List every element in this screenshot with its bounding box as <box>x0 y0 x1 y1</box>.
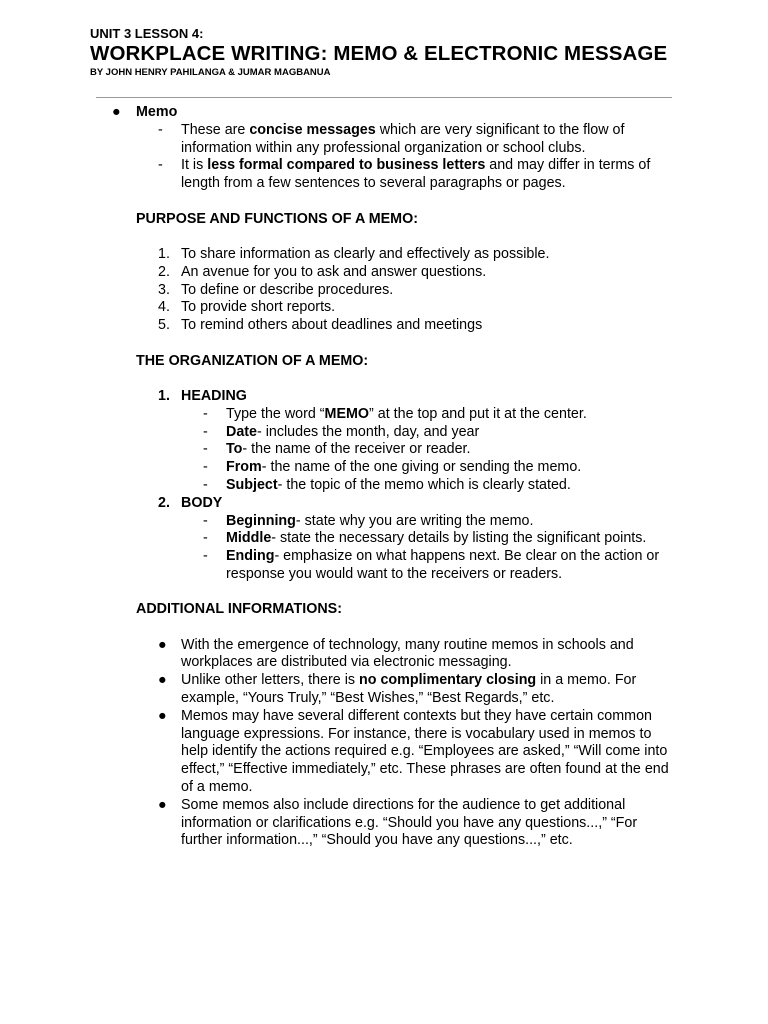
memo-bullet-item <box>0 104 768 122</box>
heading-dash-item <box>0 477 768 495</box>
document-title: WORKPLACE WRITING: MEMO & ELECTRONIC MESSAGE <box>90 42 668 65</box>
purpose-list-item <box>0 246 768 264</box>
dash-marker: - <box>158 121 163 138</box>
bullet-marker: ● <box>158 707 167 724</box>
heading-item-text: Subject- the topic of the memo which is clearly stated. <box>226 476 571 493</box>
body-dash-item <box>0 548 768 584</box>
document-header <box>90 26 667 79</box>
additional-item-text: Unlike other letters, there is no complimentary closing in a memo. For example, “Yours Truly,” “Best Wishes,” “Best Regards,” etc. <box>181 672 637 707</box>
body-dash-item <box>0 530 768 548</box>
purpose-item-text: To remind others about deadlines and meetings <box>181 317 483 334</box>
list-number: 3. <box>158 281 170 298</box>
bullet-marker: ● <box>158 672 167 689</box>
dash-marker: - <box>158 157 163 174</box>
unit-label: UNIT 3 LESSON 4: <box>90 26 204 41</box>
dash-marker: - <box>203 423 208 440</box>
bullet-marker: ● <box>112 104 121 120</box>
dash-marker: - <box>203 476 208 493</box>
body-item-text: Middle- state the necessary details by listing the significant points. <box>226 530 647 547</box>
purpose-item-text: To define or describe procedures. <box>181 281 394 298</box>
heading-item-text: To- the name of the receiver or reader. <box>226 441 471 458</box>
purpose-item-text: An avenue for you to ask and answer questions. <box>181 263 487 280</box>
list-number: 1. <box>158 387 170 404</box>
heading-item-text: From- the name of the one giving or sending the memo. <box>226 459 582 476</box>
list-number: 2. <box>158 263 170 280</box>
additional-item-text: Memos may have several different contexts but they have certain common language expressions. For instance, there is vocabulary used in memos to help identify the actions required e.g. “Employees are asked,” “Will come into effect,” “Effective immediately,” etc. These phrases are often found at the end of a memo. <box>181 707 669 796</box>
header-divider <box>96 97 672 98</box>
additional-item-text: With the emergence of technology, many routine memos in schools and workplaces are distributed via electronic messaging. <box>181 636 634 671</box>
heading-item-text: Type the word “MEMO” at the top and put it at the center. <box>226 405 587 422</box>
additional-bullet-item <box>0 637 768 673</box>
memo-item-text: These are concise messages which are very significant to the flow of information within any professional organization or school clubs. <box>181 121 625 156</box>
purpose-list-item <box>0 282 768 300</box>
body-item-text: Ending- emphasize on what happens next. Be clear on the action or response you would want to the receivers or readers. <box>226 548 660 582</box>
section-label: BODY <box>181 494 223 511</box>
bullet-marker: ● <box>158 636 167 653</box>
additional-item-text: Some memos also include directions for the audience to get additional information or clarifications e.g. “Should you have any questions...,” “For further information...,” “Should you have any questions...,” etc. <box>181 796 638 849</box>
memo-label: Memo <box>136 104 178 120</box>
organization-section <box>0 388 768 406</box>
dash-marker: - <box>203 530 208 547</box>
organization-heading: THE ORGANIZATION OF A MEMO: <box>136 352 369 369</box>
purpose-heading: PURPOSE AND FUNCTIONS OF A MEMO: <box>136 210 418 227</box>
list-number: 5. <box>158 317 170 334</box>
memo-item-text: It is less formal compared to business letters and may differ in terms of length from a few sentences to several paragraphs or pages. <box>181 157 651 192</box>
dash-marker: - <box>203 441 208 458</box>
purpose-item-text: To provide short reports. <box>181 299 336 316</box>
additional-bullet-item <box>0 672 768 708</box>
heading-dash-item <box>0 406 768 424</box>
list-number: 4. <box>158 299 170 316</box>
heading-item-text: Date- includes the month, day, and year <box>226 423 480 440</box>
document-body <box>0 104 768 850</box>
heading-dash-item <box>0 441 768 459</box>
purpose-list-item <box>0 299 768 317</box>
additional-heading: ADDITIONAL INFORMATIONS: <box>136 601 342 618</box>
memo-dash-item <box>0 157 768 193</box>
dash-marker: - <box>203 405 208 422</box>
purpose-list-item <box>0 264 768 282</box>
dash-marker: - <box>203 512 208 529</box>
bullet-marker: ● <box>158 796 167 813</box>
heading-dash-item <box>0 459 768 477</box>
section-label: HEADING <box>181 387 247 404</box>
purpose-list-item <box>0 317 768 335</box>
dash-marker: - <box>203 548 208 565</box>
purpose-item-text: To share information as clearly and effectively as possible. <box>181 245 550 262</box>
list-number: 1. <box>158 245 170 262</box>
memo-dash-item <box>0 122 768 158</box>
authors-line: BY JOHN HENRY PAHILANGA & JUMAR MAGBANUA <box>90 67 331 78</box>
body-item-text: Beginning- state why you are writing the memo. <box>226 512 534 529</box>
heading-dash-item <box>0 424 768 442</box>
additional-bullet-item <box>0 797 768 850</box>
additional-bullet-item <box>0 708 768 797</box>
dash-marker: - <box>203 459 208 476</box>
organization-section <box>0 495 768 513</box>
body-dash-item <box>0 513 768 531</box>
list-number: 2. <box>158 494 170 511</box>
